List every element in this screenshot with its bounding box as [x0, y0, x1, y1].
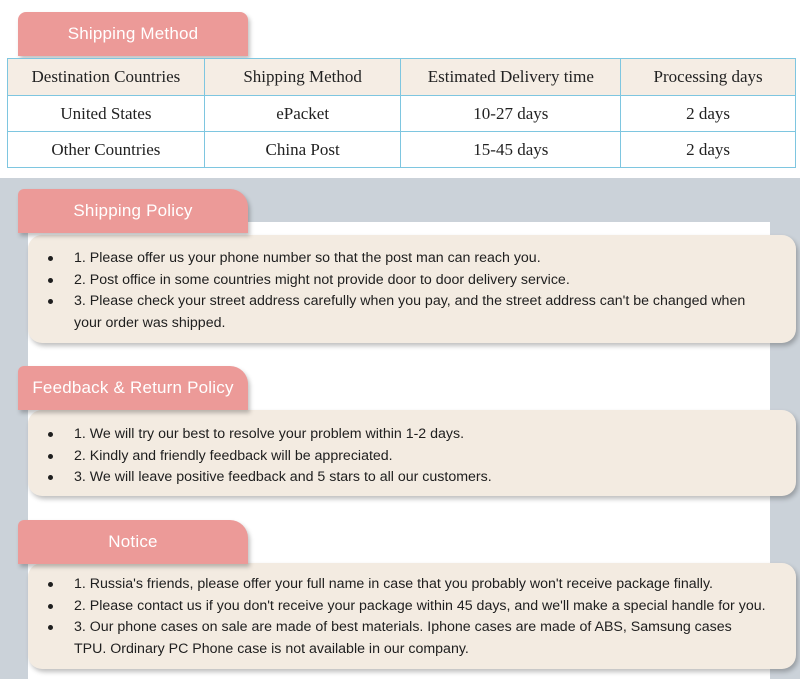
notice-tab: Notice [18, 520, 248, 564]
shipping-policy-panel [28, 235, 796, 343]
list-item: 2. Please contact us if you don't receive your package within 45 days, and we'll make a special handle for you. [28, 596, 796, 618]
cell-delivery: 10-27 days [401, 96, 621, 132]
table-header-row [8, 59, 796, 96]
list-item: 2. Post office in some countries might not provide door to door delivery service. [28, 270, 796, 292]
header-destination: Destination Countries [8, 59, 205, 96]
shipping-method-tab: Shipping Method [18, 12, 248, 56]
list-item: 3. We will leave positive feedback and 5 stars to all our customers. [28, 467, 796, 489]
notice-panel [28, 563, 796, 669]
cell-method: ePacket [204, 96, 401, 132]
cell-delivery: 15-45 days [401, 132, 621, 168]
header-shipping-method: Shipping Method [204, 59, 401, 96]
cell-processing: 2 days [621, 132, 796, 168]
cell-method: China Post [204, 132, 401, 168]
feedback-policy-tab: Feedback & Return Policy [18, 366, 248, 410]
table-row [8, 96, 796, 132]
cell-processing: 2 days [621, 96, 796, 132]
list-item: 3. Please check your street address carefully when you pay, and the street address can't be changed when your order was shipped. [28, 291, 796, 334]
cell-destination: United States [8, 96, 205, 132]
cell-destination: Other Countries [8, 132, 205, 168]
feedback-policy-panel [28, 410, 796, 496]
list-item: 1. We will try our best to resolve your problem within 1-2 days. [28, 424, 796, 446]
header-delivery-time: Estimated Delivery time [401, 59, 621, 96]
header-processing-days: Processing days [621, 59, 796, 96]
shipping-method-table [7, 58, 796, 168]
table-row [8, 132, 796, 168]
list-item: 2. Kindly and friendly feedback will be appreciated. [28, 446, 796, 468]
list-item: 1. Please offer us your phone number so that the post man can reach you. [28, 248, 796, 270]
list-item: 1. Russia's friends, please offer your full name in case that you probably won't receive package finally. [28, 574, 796, 596]
shipping-policy-tab: Shipping Policy [18, 189, 248, 233]
list-item: 3. Our phone cases on sale are made of best materials. Iphone cases are made of ABS, Samsung cases TPU. Ordinary PC Phone case is not available in our company. [28, 617, 796, 660]
